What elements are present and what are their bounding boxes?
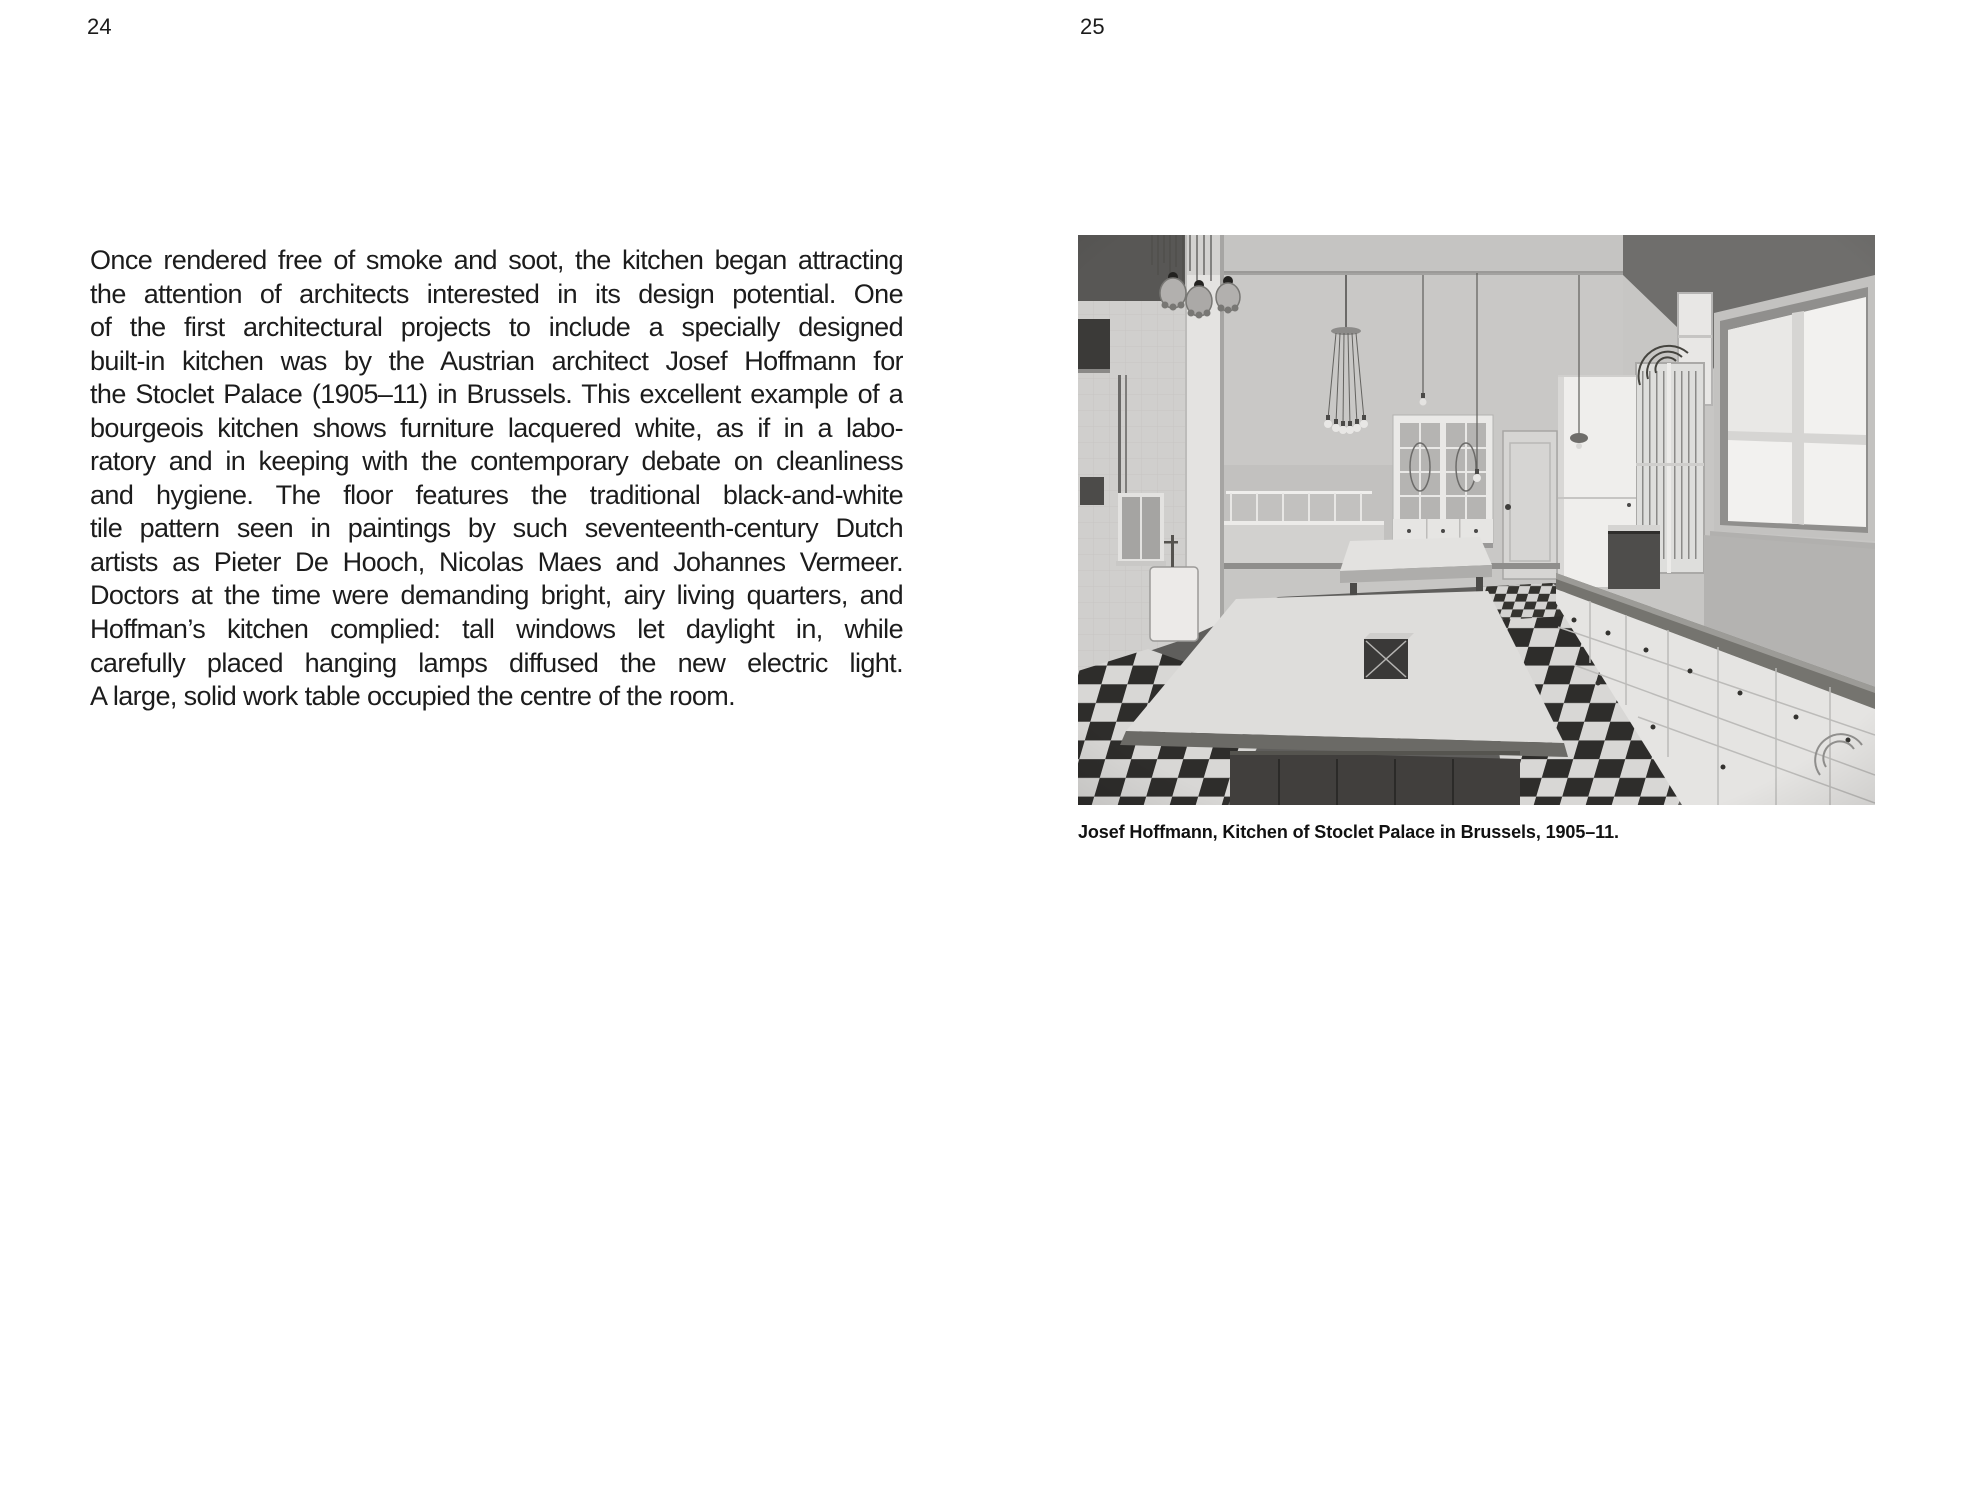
text-line: Once rendered free of smoke and soot, the kitchen began attracting bbox=[90, 245, 903, 275]
text-line: A large, solid work table occupied the centre of the room. bbox=[90, 681, 736, 712]
text-line: tile pattern seen in paintings by such seventeenth-century Dutch bbox=[90, 513, 903, 544]
text-line: the Stoclet Palace (1905–11) in Brussels. This excellent example of a bbox=[90, 379, 903, 410]
page-number-left: 24 bbox=[87, 14, 112, 39]
text-line: the attention of architects interested in its design potential. One bbox=[90, 278, 903, 309]
text-line: bourgeois kitchen shows furniture lacquered white, as if in a labo- bbox=[90, 412, 903, 443]
kitchen-photo bbox=[1078, 235, 1875, 805]
photo-caption: Josef Hoffmann, Kitchen of Stoclet Palace in Brussels, 1905–11. bbox=[1078, 822, 1619, 842]
body-text-paragraph bbox=[90, 244, 903, 714]
text-line: carefully placed hanging lamps diffused the new electric light. bbox=[90, 647, 903, 678]
text-line: and hygiene. The floor features the traditional black-and-white bbox=[90, 479, 903, 510]
text-line: ratory and in keeping with the contemporary debate on cleanliness bbox=[90, 446, 903, 477]
text-line: Doctors at the time were demanding bright, airy living quarters, and bbox=[90, 580, 903, 611]
text-line: of the first architectural projects to include a specially designed bbox=[90, 312, 903, 343]
text-line: artists as Pieter De Hooch, Nicolas Maes and Johannes Vermeer. bbox=[90, 546, 903, 577]
text-line: built-in kitchen was by the Austrian architect Josef Hoffmann for bbox=[90, 345, 903, 376]
page-number-right: 25 bbox=[1080, 14, 1105, 39]
text-line: Hoffman’s kitchen complied: tall windows let daylight in, while bbox=[90, 614, 903, 645]
